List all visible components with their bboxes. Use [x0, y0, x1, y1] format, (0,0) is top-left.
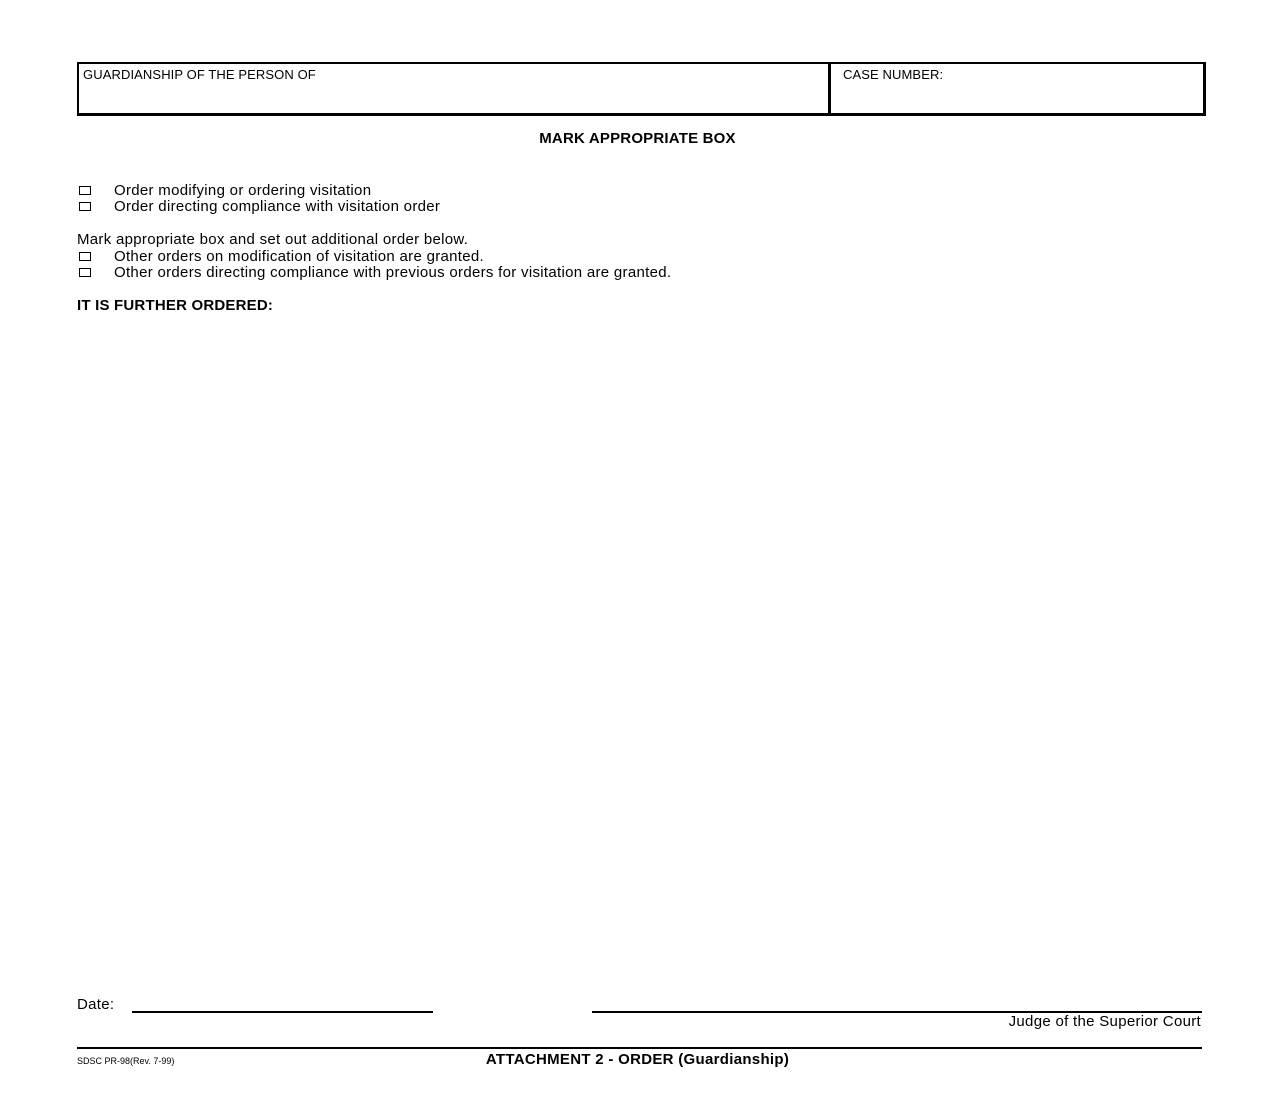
footer-divider — [77, 1047, 1202, 1049]
form-code: SDSC PR-98(Rev. 7-99) — [77, 1056, 175, 1066]
checkbox-icon[interactable] — [79, 268, 91, 277]
caption-box — [77, 62, 1206, 116]
form-title: ATTACHMENT 2 - ORDER (Guardianship) — [485, 1051, 790, 1068]
checkbox-icon[interactable] — [79, 186, 91, 195]
case-number-cell — [831, 64, 1203, 113]
judge-caption: Judge of the Superior Court — [1008, 1013, 1201, 1030]
option-label: Other orders on modification of visitation are granted. — [114, 248, 485, 265]
option-order-modifying-visitation[interactable] — [79, 182, 371, 199]
additional-order-area[interactable] — [77, 322, 1201, 982]
checkbox-icon[interactable] — [79, 252, 91, 261]
date-line[interactable] — [132, 1011, 433, 1013]
option-label: Other orders directing compliance with previous orders for visitation are granted. — [114, 264, 672, 281]
guardianship-name-field[interactable] — [83, 86, 824, 112]
option-order-directing-compliance[interactable] — [79, 198, 440, 215]
instruction-text: Mark appropriate box and set out additional order below. — [77, 231, 469, 248]
date-label: Date: — [77, 996, 115, 1013]
section-title: MARK APPROPRIATE BOX — [539, 130, 736, 147]
further-ordered-heading: IT IS FURTHER ORDERED: — [77, 297, 274, 314]
option-other-orders-modification[interactable] — [79, 248, 484, 265]
case-number-label: CASE NUMBER: — [843, 67, 944, 82]
checkbox-icon[interactable] — [79, 202, 91, 211]
guardianship-cell — [79, 64, 831, 113]
guardianship-label: GUARDIANSHIP OF THE PERSON OF — [83, 67, 316, 82]
option-label: Order directing compliance with visitation order — [114, 198, 441, 215]
case-number-field[interactable] — [835, 86, 1199, 112]
option-label: Order modifying or ordering visitation — [114, 182, 372, 199]
option-other-orders-compliance[interactable] — [79, 264, 671, 281]
